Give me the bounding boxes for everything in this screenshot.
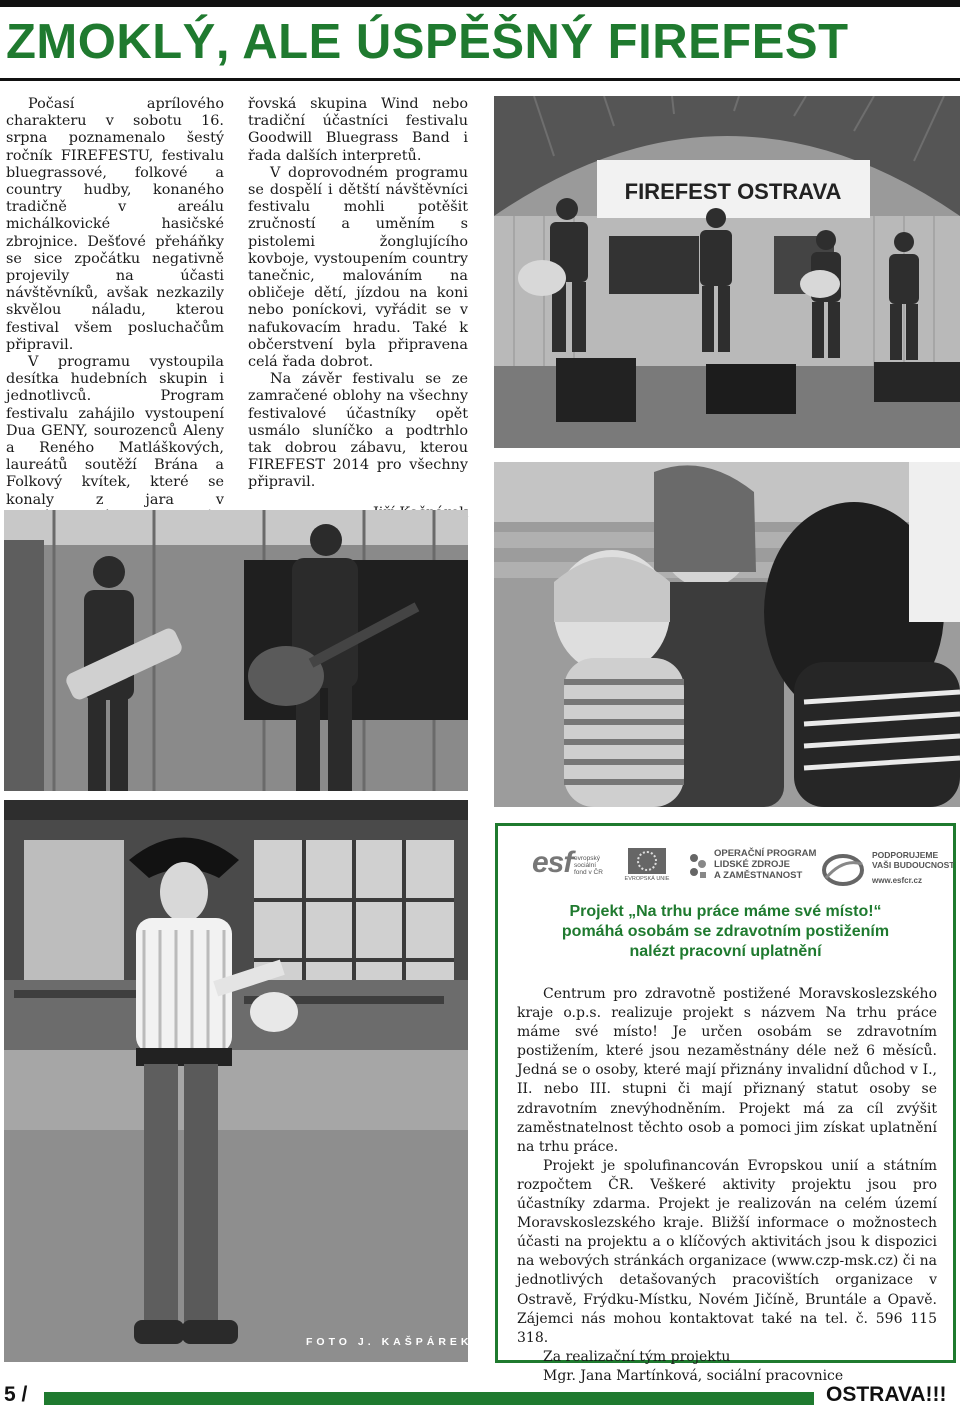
article-paragraph: V doprovodném programu se dospělí i dětští návštěvníci festivalu mohli potěšit zručností a uměním s pistolemi žonglujícího kovboje, vystoupením country tanečnic, malováním na obličeje dětí, jízdou na koni nebo poníckovi, vyřádit se v nafukovacím hradu. Také k občerstvení byla připravena celá řada dobrot. (248, 164, 468, 371)
photo-stage-band (494, 96, 960, 448)
support-future-logo (822, 846, 960, 896)
eu-logo-caption: EVROPSKÁ UNIE (624, 876, 670, 882)
ad-title: Projekt „Na trhu práce máme své místo!“ pomáhá osobám se zdravotním postižením nalézt pracovní uplatnění (561, 903, 890, 960)
op-lzz-text: OPERAČNÍ PROGRAM LIDSKÉ ZDROJE A ZAMĚSTNANOST (714, 848, 817, 881)
eu-flag-icon (628, 848, 666, 874)
photo-credit: FOTO J. KAŠPÁREK (306, 1336, 473, 1348)
esf-logo-caption: evropský sociální fond v ČR (574, 855, 603, 876)
op-lzz-icon (688, 852, 708, 880)
top-rule (0, 0, 960, 7)
publication-name: OSTRAVA!!! (826, 1383, 947, 1406)
ad-paragraph: Projekt je spolufinancován Evropskou unií a státním rozpočtem ČR. Veškeré aktivity projektu jsou pro účastníky zdarma. Projekt je realizován na celém území Moravskoslezského kraje. Bližší informace o možnostech účasti na projektu a o klíčových aktivitách jsou k dispozici na webových stránkách organizace (www.czp-msk.cz) či na jednotlivých detašovaných pracovištích organizace v Ostravě, Frýdku-Místku, Novém Jičíně, Bruntále a Opavě. Zájemci nás mohou kontaktovat také na tel. č. 596 115 318. (517, 1157, 937, 1346)
headline-rule (0, 78, 960, 81)
esf-logo-mark: esf (532, 846, 573, 879)
project-ad-box (495, 823, 956, 1384)
op-lzz-logo (688, 848, 818, 892)
ad-signature-name: Mgr. Jana Martínková, sociální pracovnice (543, 1367, 844, 1384)
support-future-text: PODPORUJEME VAŠI BUDOUCNOST (872, 850, 955, 870)
ad-logo-strip (528, 842, 955, 900)
photo-face-painting (494, 462, 960, 807)
eu-flag-logo (622, 848, 672, 888)
headline: ZMOKLÝ, ALE ÚSPĚŠNÝ FIREFEST (6, 15, 849, 69)
article-paragraph: Na závěr festivalu se ze zamračené oblohy na všechny festivalové účastníky opět usmálo sluníčko a podtrhlo tak dobrou zábavu, kterou FIREFEST 2014 pro všechny připravil. (248, 371, 468, 491)
photo-duo-geny (4, 510, 468, 791)
stage-banner-text: FIREFEST OSTRAVA (624, 179, 842, 204)
footer-bar (44, 1392, 814, 1405)
article-paragraph: řovská skupina Wind nebo tradiční účastníci festivalu Goodwill Bluegrass Band i řada dalších interpretů. (248, 96, 468, 164)
esf-logo (528, 846, 614, 890)
ad-paragraph: Centrum pro zdravotně postižené Moravskoslezského kraje o.p.s. realizuje projekt s názvem Na trhu práce máme své místo! Je určen osobám se zdravotním postižením, které jsou nezaměstnány déle než 6 měsíců. Jedná se o osoby, které mají přiznány invalidní důchod v I., II. nebo III. stupni či mají přiznaný statut osoby se zdravotním znevýhodněním. Projekt má za cíl zvýšit zaměstnatelnost těchto osob a pomoci jim získat uplatnění na trhu práce. (517, 986, 937, 1155)
support-future-url: www.esfcr.cz (872, 876, 922, 885)
ad-signature-line: Za realizační tým projektu (543, 1348, 731, 1365)
article-column-1 (6, 96, 224, 578)
photo-cowboy-juggler (4, 800, 468, 1362)
swoosh-icon (822, 852, 864, 888)
ad-body (517, 985, 937, 1386)
page-number: 5 / (4, 1383, 28, 1406)
article-column-2 (248, 96, 468, 522)
article-paragraph: V programu vystoupila desítka hudebních skupin i jednotlivců. Program festivalu zahájilo vystoupení Dua GENY, sourozenců Aleny a Reného Matláškových, laureátů soutěží Brána a Folkový kvítek, které se konaly z jara v (6, 354, 224, 508)
article-paragraph: Počasí aprílového charakteru v sobotu 16. srpna poznamenalo šestý ročník FIREFESTU, festivalu bluegrassové, folkové a country hudby, konaného tradičně v areálu michálkovické hasičské zbrojnice. Dešťové přeháňky se sice zpočátku negativně projevily na účasti návštěvníků, avšak nezkazily skvělou náladu, kterou festival všem posluchačům připravil. (6, 96, 224, 353)
